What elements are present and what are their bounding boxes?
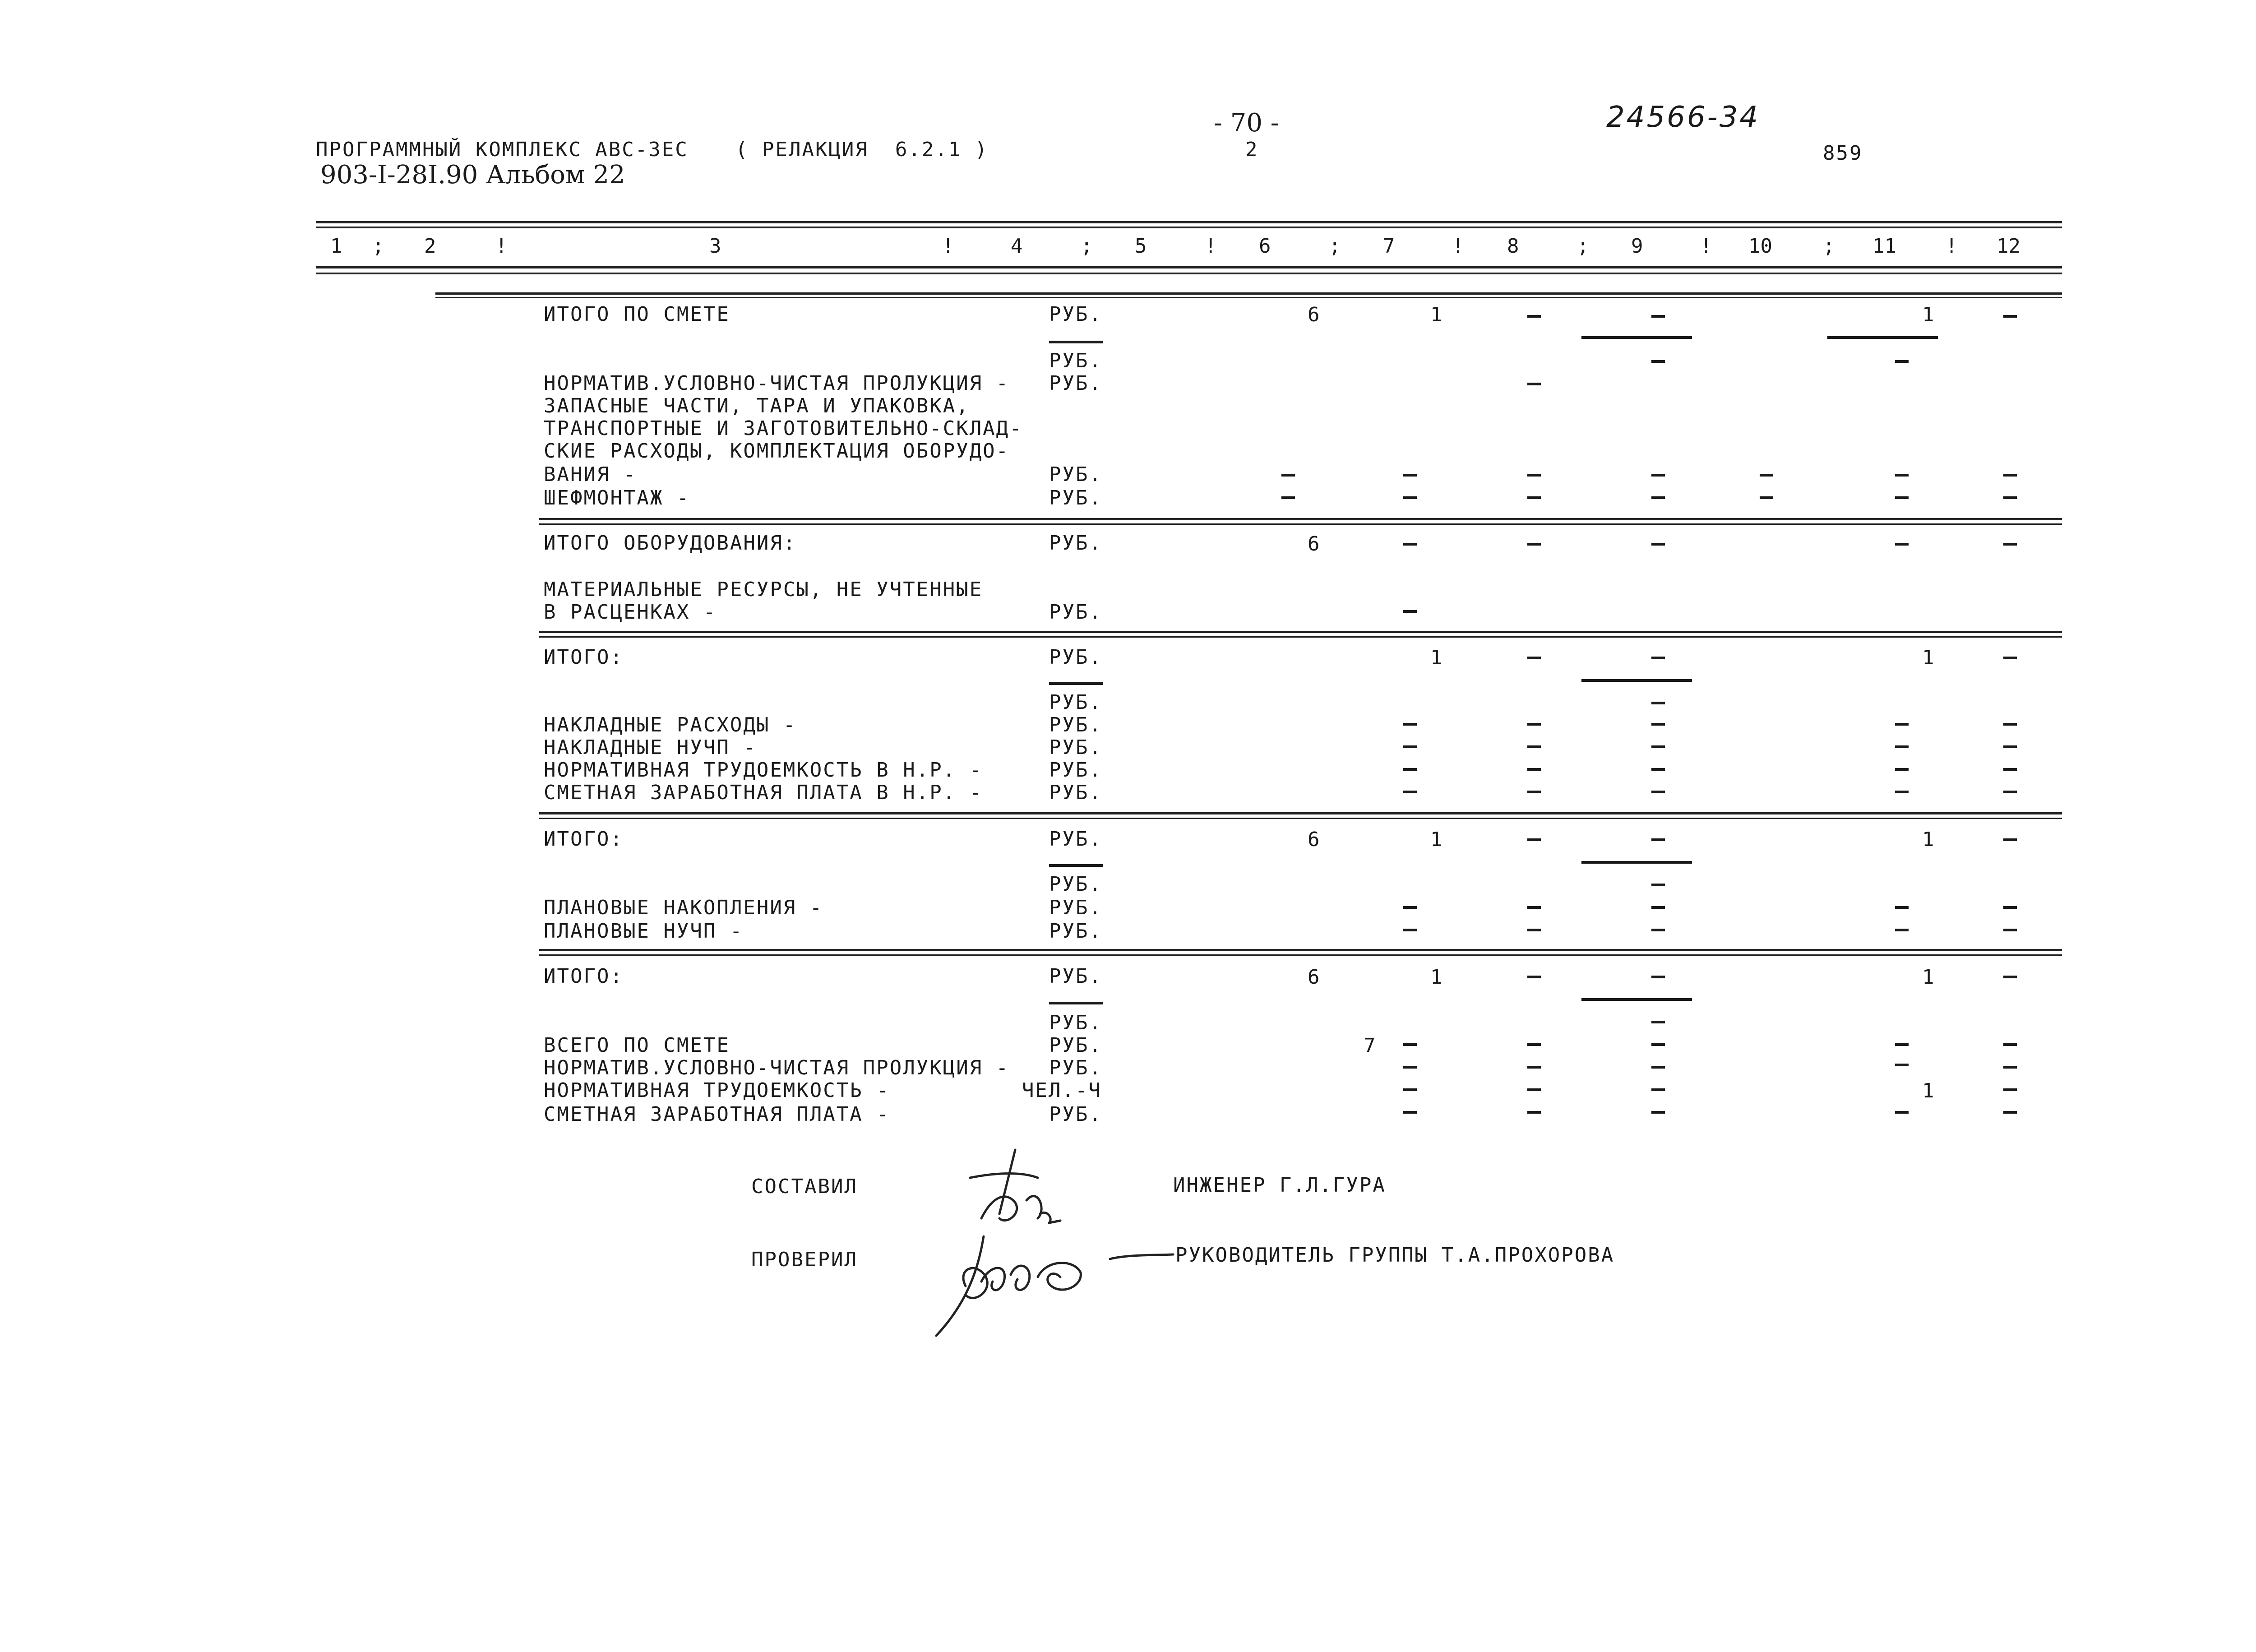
row-label-vsego-po-smete: ВСЕГО ПО СМЕТЕ — [544, 1034, 730, 1057]
unit-rub: РУБ. — [1049, 781, 1102, 804]
col-header-6: 6 — [1259, 235, 1271, 258]
sostavil-label: СОСТАВИЛ — [751, 1175, 858, 1198]
col-sep: ! — [1946, 235, 1958, 258]
value-col11: 1 — [1922, 646, 1934, 669]
col-header-1: 1 — [330, 235, 342, 258]
col-sep: ; — [372, 235, 384, 258]
row-label-komplekt: СКИЕ РАСХОДЫ, КОМПЛЕКТАЦИЯ ОБОРУДО- — [544, 440, 1010, 463]
signature-sostavil — [970, 1150, 1060, 1223]
col-sep: ! — [1452, 235, 1464, 258]
row-label-material-resources: МАТЕРИАЛЬНЫЕ РЕСУРСЫ, НЕ УЧТЕННЫЕ — [544, 578, 983, 601]
album-title: 903-I-28I.90 Альбом 22 — [320, 160, 625, 190]
unit-rub: РУБ. — [1049, 372, 1102, 395]
value-col6: 7 — [1364, 1034, 1376, 1057]
sheet-number: 2 — [1245, 138, 1259, 161]
unit-rub: РУБ. — [1049, 486, 1102, 509]
signature-proveril — [936, 1236, 1173, 1336]
value-col7: 1 — [1430, 646, 1442, 669]
value-col11: 1 — [1922, 303, 1934, 326]
value-col11: 1 — [1922, 966, 1934, 989]
col-header-5: 5 — [1135, 235, 1147, 258]
row-label-nakladnye-rashody: НАКЛАДНЫЕ РАСХОДЫ - — [544, 713, 797, 736]
unit-rub: РУБ. — [1049, 1103, 1102, 1126]
col-header-3: 3 — [709, 235, 721, 258]
col-sep: ; — [1577, 235, 1589, 258]
proveril-name: РУКОВОДИТЕЛЬ ГРУППЫ Т.А.ПРОХОРОВА — [1175, 1244, 1615, 1267]
row-label-norm-trudoemkost: НОРМАТИВНАЯ ТРУДОЕМКОСТЬ - — [544, 1079, 890, 1102]
row-label-norm-uchp: НОРМАТИВ.УСЛОВНО-ЧИСТАЯ ПРОЛУКЦИЯ - — [544, 372, 1010, 395]
row-label-itogo: ИТОГО: — [544, 965, 624, 988]
unit-rub: РУБ. — [1049, 303, 1102, 326]
unit-rub: РУБ. — [1049, 1011, 1102, 1034]
unit-rub: РУБ. — [1049, 759, 1102, 782]
row-label-planovye-nuchp: ПЛАНОВЫЕ НУЧП - — [544, 920, 744, 943]
row-label-smetnaya-zp: СМЕТНАЯ ЗАРАБОТНАЯ ПЛАТА - — [544, 1103, 890, 1126]
col-header-2: 2 — [424, 235, 436, 258]
value-col7: 1 — [1430, 828, 1442, 851]
row-label-norm-trud-nr: НОРМАТИВНАЯ ТРУДОЕМКОСТЬ В Н.Р. - — [544, 759, 983, 782]
row-label-itogo-po-smete: ИТОГО ПО СМЕТЕ — [544, 303, 730, 326]
unit-rub: РУБ. — [1049, 873, 1102, 896]
unit-rub: РУБ. — [1049, 532, 1102, 555]
unit-rub: РУБ. — [1049, 646, 1102, 669]
row-label-nakladnye-nuchp: НАКЛАДНЫЕ НУЧП - — [544, 736, 757, 759]
document-code: 24566-34 — [1606, 101, 1760, 134]
proveril-label: ПРОВЕРИЛ — [751, 1248, 858, 1271]
col-sep: ; — [1081, 235, 1093, 258]
row-label-shefmontazh: ШЕФМОНТАЖ - — [544, 486, 690, 509]
row-label-itogo-oborudovaniya: ИТОГО ОБОРУДОВАНИЯ: — [544, 532, 797, 555]
row-label-itogo: ИТОГО: — [544, 828, 624, 851]
unit-rub: РУБ. — [1049, 736, 1102, 759]
row-label-transport: ТРАНСПОРТНЫЕ И ЗАГОТОВИТЕЛЬНО-СКЛАД- — [544, 417, 1023, 440]
col-sep: ! — [942, 235, 954, 258]
col-sep: ; — [1329, 235, 1341, 258]
col-header-12: 12 — [1997, 235, 2020, 258]
col-sep: ; — [1823, 235, 1835, 258]
unit-rub: РУБ. — [1049, 1056, 1102, 1079]
row-label-norm-uchp-total: НОРМАТИВ.УСЛОВНО-ЧИСТАЯ ПРОЛУКЦИЯ - — [544, 1056, 1010, 1079]
col-header-10: 10 — [1748, 235, 1772, 258]
value-col6: 6 — [1308, 303, 1320, 326]
unit-rub: РУБ. — [1049, 920, 1102, 943]
value-col6: 6 — [1308, 828, 1320, 851]
row-label-planovye-nakopleniya: ПЛАНОВЫЕ НАКОПЛЕНИЯ - — [544, 896, 823, 919]
unit-rub: РУБ. — [1049, 1034, 1102, 1057]
col-sep: ! — [495, 235, 508, 258]
row-label-itogo: ИТОГО: — [544, 646, 624, 669]
unit-rub: РУБ. — [1049, 828, 1102, 851]
value-col7: 1 — [1430, 303, 1442, 326]
value-col7: 1 — [1430, 966, 1442, 989]
value-col11: 1 — [1922, 1079, 1934, 1102]
unit-rub: РУБ. — [1049, 965, 1102, 988]
software-name: ПРОГРАММНЫЙ КОМПЛЕКС АВС-3ЕС — [316, 138, 689, 161]
unit-chel-ch: ЧЕЛ.-Ч — [1022, 1079, 1102, 1102]
col-header-4: 4 — [1011, 235, 1023, 258]
unit-rub: РУБ. — [1049, 463, 1102, 486]
col-header-9: 9 — [1631, 235, 1643, 258]
col-sep: ! — [1700, 235, 1712, 258]
unit-rub: РУБ. — [1049, 896, 1102, 919]
col-header-8: 8 — [1507, 235, 1519, 258]
unit-rub: РУБ. — [1049, 601, 1102, 624]
unit-rub: РУБ. — [1049, 691, 1102, 714]
unit-rub: РУБ. — [1049, 713, 1102, 736]
col-sep: ! — [1205, 235, 1217, 258]
value-col6: 6 — [1308, 966, 1320, 989]
row-label-vaniya: ВАНИЯ - — [544, 463, 637, 486]
sostavil-name: ИНЖЕНЕР Г.Л.ГУРА — [1173, 1174, 1386, 1197]
page-number: - 70 - — [1214, 108, 1279, 138]
code-right: 859 — [1823, 142, 1863, 165]
unit-rub: РУБ. — [1049, 349, 1102, 372]
revision: ( РЕЛАКЦИЯ 6.2.1 ) — [735, 138, 989, 161]
row-label-v-rascenkah: В РАСЦЕНКАХ - — [544, 601, 717, 624]
col-header-11: 11 — [1872, 235, 1896, 258]
row-label-zapchasti: ЗАПАСНЫЕ ЧАСТИ, ТАРА И УПАКОВКА, — [544, 394, 970, 417]
row-label-smet-zp-nr: СМЕТНАЯ ЗАРАБОТНАЯ ПЛАТА В Н.Р. - — [544, 781, 983, 804]
value-col6: 6 — [1308, 532, 1320, 555]
col-header-7: 7 — [1383, 235, 1395, 258]
value-col11: 1 — [1922, 828, 1934, 851]
